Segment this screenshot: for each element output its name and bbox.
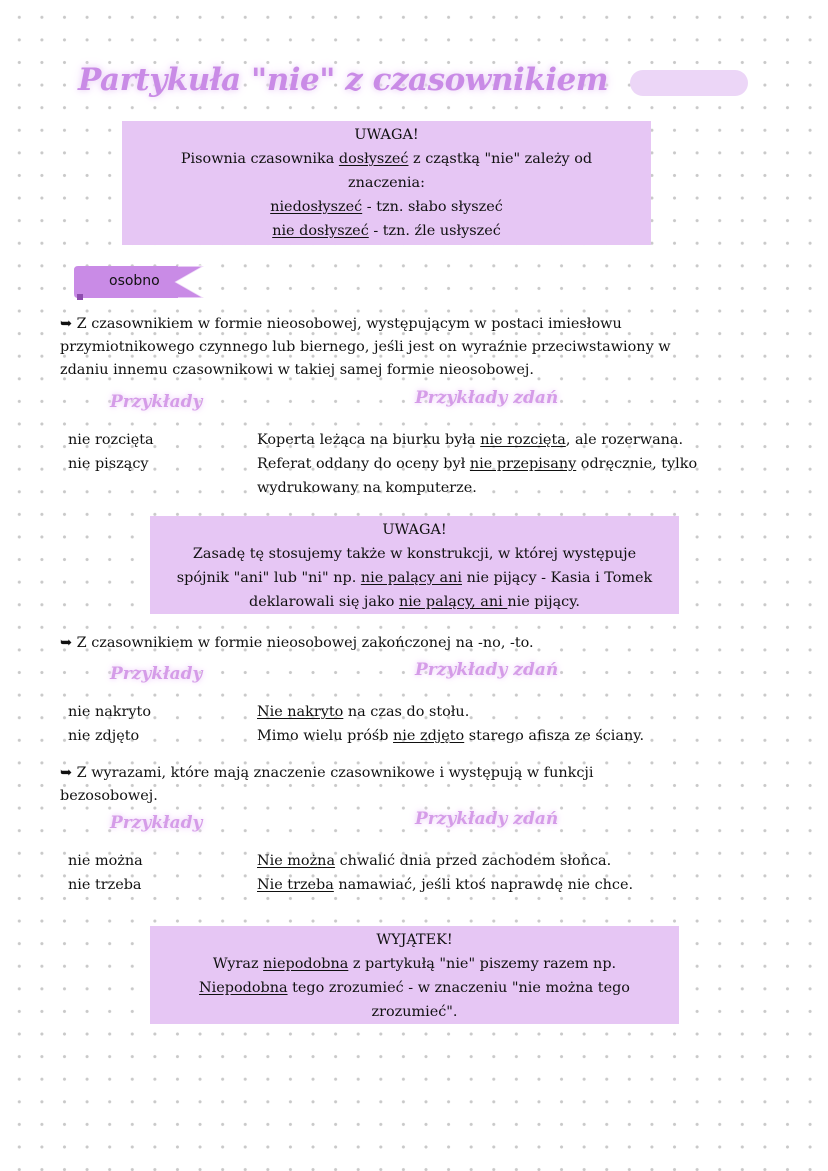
note-heading: UWAGA! <box>382 522 447 538</box>
rule-paragraph-3: ➥ Z wyrazami, które mają znaczenie czasownikowe i występują w funkcji bezosobowej. <box>60 765 594 804</box>
example-sentence-list: Nie można chwalić dnia przed zachodem słońca. Nie trzeba namawiać, jeśli ktoś naprawdę nie chce. <box>257 853 634 893</box>
examples-heading: Przykłady <box>110 664 203 684</box>
note-line: spójnik "ani" lub "ni" np. nie palący ani nie pijący - Kasia i Tomek <box>176 570 653 586</box>
rule-paragraph-2: ➥ Z czasownikiem w formie nieosobowej zakończonej na -no, -to. <box>60 635 534 651</box>
example-word-list: nie można nie trzeba <box>68 853 143 893</box>
note-box-wyjatek <box>150 926 679 1024</box>
sentence-examples-heading: Przykłady zdań <box>415 660 559 680</box>
example-sentence-list: Nie nakryto na czas do stołu. Mimo wielu próśb nie zdjęto starego afisza ze ściany. <box>257 704 645 744</box>
note-line: znaczenia: <box>348 175 425 191</box>
rule-paragraph-1: ➥ Z czasownikiem w formie nieosobowej, występującym w postaci imiesłowu przymiotnikowego czynnego lub biernego, jeśli jest on wyraźnie przeciwstawiony w zdaniu innemu czasownikowi w takiej samej formie nieosobowej. <box>60 316 671 378</box>
example-word-list: nie nakryto nie zdjęto <box>68 704 151 744</box>
underlined-term: nie dosłyszeć <box>272 223 369 239</box>
underlined-term: dosłyszeć <box>338 151 409 167</box>
sentence-examples-heading: Przykłady zdań <box>415 388 559 408</box>
note-box-uwaga-2 <box>150 516 679 614</box>
underlined-term: niedosłyszeć <box>270 199 363 215</box>
example-sentence-list: Koperta leżąca na biurku była nie rozcięta, ale rozerwana. Referat oddany do oceny był nie przepisany odręcznie, tylko wydrukowany na komputerze. <box>257 432 698 496</box>
note-line: Niepodobna tego zrozumieć - w znaczeniu "nie można tego <box>199 980 630 996</box>
examples-heading: Przykłady <box>110 813 203 833</box>
note-line: Zasadę tę stosujemy także w konstrukcji, w której występuje <box>192 546 637 562</box>
sentence-examples-heading: Przykłady zdań <box>415 809 559 829</box>
note-line: niedosłyszeć - tzn. słabo słyszeć <box>270 199 503 215</box>
example-word-list: nie rozcięta nie piszący <box>68 432 154 472</box>
note-line: Wyraz niepodobna z partykułą "nie" piszemy razem np. <box>212 956 617 972</box>
note-line: zrozumieć". <box>371 1004 458 1020</box>
note-line: Pisownia czasownika dosłyszeć z cząstką "nie" zależy od <box>180 151 593 167</box>
title-decoration-pill <box>630 70 748 96</box>
note-line: deklarowali się jako nie palący, ani nie pijący. <box>249 594 580 610</box>
note-box-uwaga-1 <box>122 121 651 245</box>
note-heading: UWAGA! <box>354 127 419 143</box>
examples-heading: Przykłady <box>110 392 203 412</box>
note-heading: WYJĄTEK! <box>376 932 453 948</box>
section-tag-osobno <box>74 264 206 298</box>
page-title: Partykuła "nie" z czasownikiem <box>78 62 609 98</box>
note-line: nie dosłyszeć - tzn. źle usłyszeć <box>272 223 501 239</box>
tag-label: osobno <box>109 273 160 289</box>
